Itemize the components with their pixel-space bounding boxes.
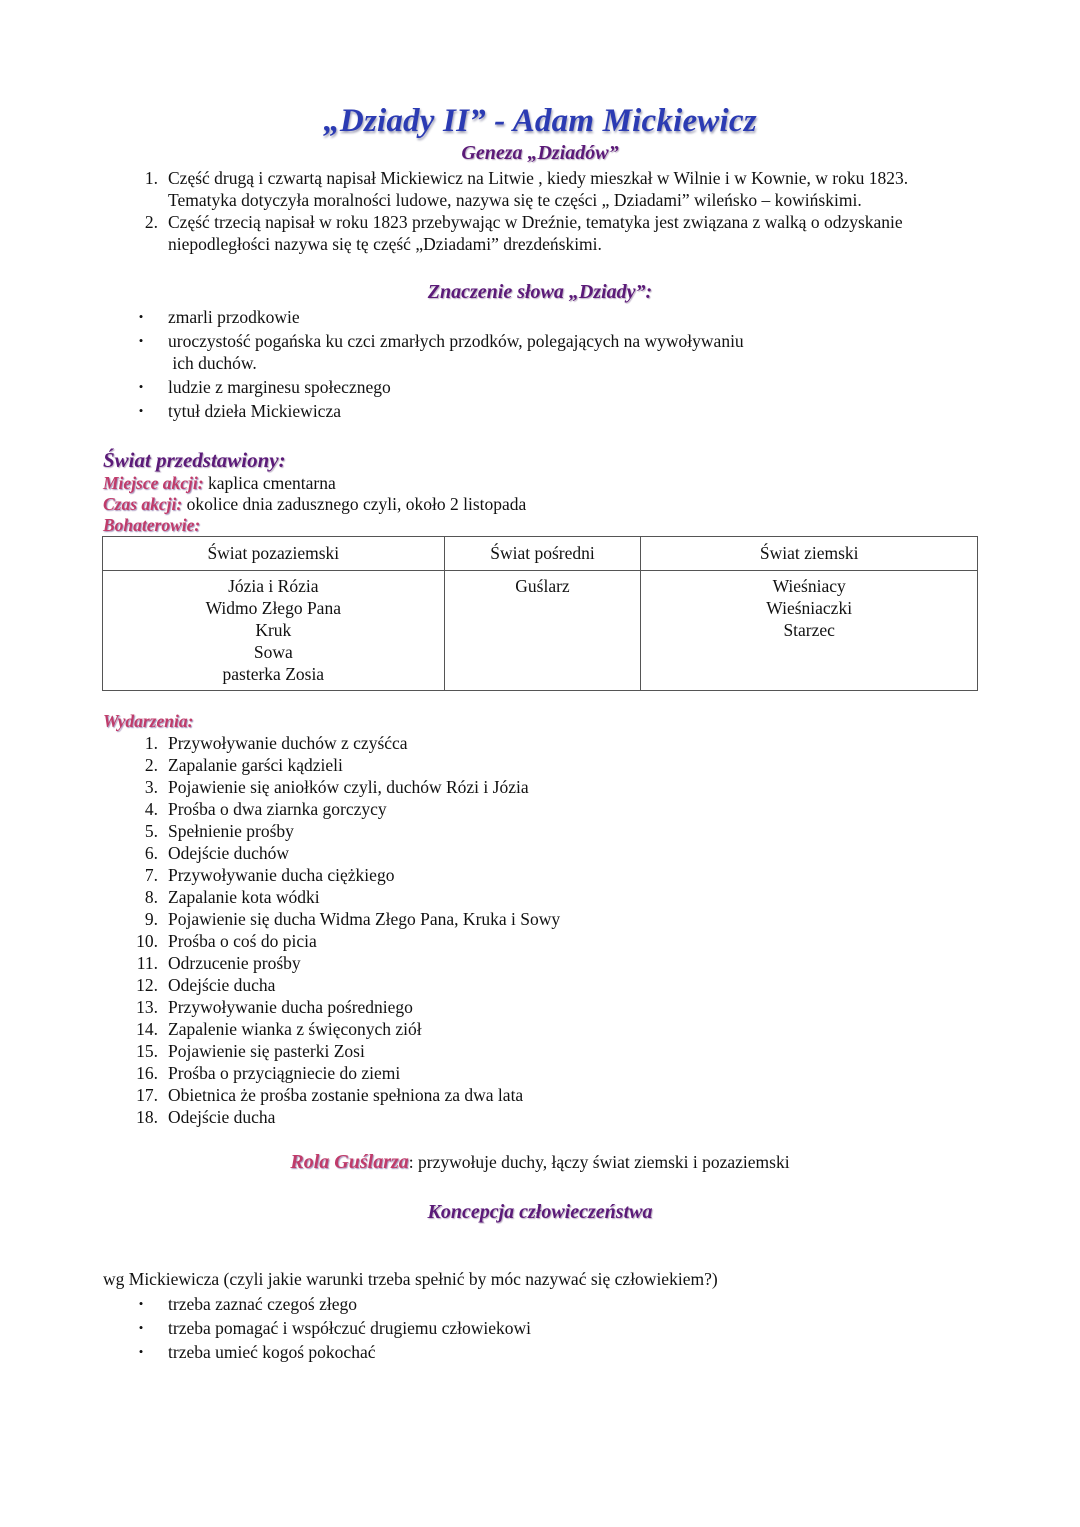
list-text: uroczystość pogańska ku czci zmarłych przodków, polegających na wywoływaniu — [168, 331, 744, 351]
list-item — [130, 886, 930, 908]
list-item — [134, 306, 934, 328]
table-cell — [444, 571, 641, 691]
bullet-icon: • — [138, 379, 144, 394]
document-title: „Dziady II” - Adam Mickiewicz — [323, 103, 757, 139]
list-text: Obietnica że prośba zostanie spełniona za dwa lata — [168, 1085, 524, 1105]
list-item — [134, 1341, 934, 1363]
events-label: Wydarzenia: — [103, 711, 194, 731]
list-number: 16. — [136, 1063, 158, 1083]
list-item — [130, 211, 1030, 255]
list-number: 17. — [136, 1085, 158, 1105]
list-item — [130, 167, 1030, 211]
list-number: 7. — [144, 865, 158, 885]
list-text: ich duchów. — [168, 353, 257, 373]
column-header: Świat ziemski — [641, 537, 978, 571]
list-text: Przywoływanie duchów z czyśćca — [168, 733, 408, 753]
list-number: 12. — [136, 975, 158, 995]
list-text: Tematyka dotyczyła moralności ludowe, nazywa się te części „ Dziadami” wileńsko – kowińskimi. — [168, 190, 862, 210]
list-item — [130, 842, 930, 864]
list-text: Prośba o coś do picia — [168, 931, 317, 951]
list-text: Zapalenie wianka z święconych ziół — [168, 1019, 422, 1039]
genesis-heading: Geneza „Dziadów” — [461, 142, 619, 164]
list-text: Pojawienie się aniołków czyli, duchów Rózi i Józia — [168, 777, 529, 797]
list-text: ludzie z marginesu społecznego — [168, 377, 391, 397]
list-item — [134, 1317, 934, 1339]
list-text: trzeba zaznać czegoś złego — [168, 1294, 357, 1314]
table-header-row — [103, 537, 978, 571]
list-number: 15. — [136, 1041, 158, 1061]
time-label: Czas akcji: — [103, 494, 183, 514]
list-text: trzeba pomagać i współczuć drugiemu człowiekowi — [168, 1318, 531, 1338]
list-item — [130, 754, 930, 776]
list-text: Przywoływanie ducha pośredniego — [168, 997, 413, 1017]
list-item — [134, 330, 934, 374]
bullet-icon: • — [138, 309, 144, 324]
list-text: Odejście ducha — [168, 975, 276, 995]
cell-line: pasterka Zosia — [222, 664, 325, 684]
list-item — [130, 996, 930, 1018]
list-text: tytuł dzieła Mickiewicza — [168, 401, 341, 421]
events-line — [103, 710, 193, 732]
heroes-label: Bohaterowie: — [103, 515, 201, 535]
bullet-icon: • — [138, 1296, 144, 1311]
place-value: kaplica cmentarna — [203, 473, 336, 493]
list-item — [130, 974, 930, 996]
bullet-icon: • — [138, 1344, 144, 1359]
list-item — [134, 400, 934, 422]
list-text: Odejście ducha — [168, 1107, 276, 1127]
list-text: zmarli przodkowie — [168, 307, 300, 327]
list-number: 2. — [144, 212, 158, 232]
list-item — [130, 864, 930, 886]
column-header: Świat pozaziemski — [103, 537, 445, 571]
list-number: 1. — [144, 733, 158, 753]
list-number: 9. — [144, 909, 158, 929]
list-text: Przywoływanie ducha ciężkiego — [168, 865, 395, 885]
place-line — [103, 472, 336, 494]
list-text: niepodległości nazywa się tę część „Dziadami” drezdeńskimi. — [168, 234, 602, 254]
list-item — [130, 1062, 930, 1084]
role-label: Rola Guślarza — [290, 1151, 409, 1173]
list-number: 8. — [144, 887, 158, 907]
table-cell — [641, 571, 978, 691]
table-cell — [103, 571, 445, 691]
bullet-icon: • — [138, 1320, 144, 1335]
list-number: 4. — [144, 799, 158, 819]
list-item — [130, 1106, 930, 1128]
list-number: 18. — [136, 1107, 158, 1127]
list-number: 3. — [144, 777, 158, 797]
meaning-list — [134, 306, 934, 422]
table-row — [103, 571, 978, 691]
list-item — [134, 1293, 934, 1315]
list-text: Odrzucenie prośby — [168, 953, 301, 973]
list-text: Zapalanie kota wódki — [168, 887, 320, 907]
list-item — [130, 908, 930, 930]
list-number: 14. — [136, 1019, 158, 1039]
list-item — [130, 776, 930, 798]
list-number: 6. — [144, 843, 158, 863]
cell-line: Wieśniaczki — [766, 598, 853, 618]
time-line — [103, 493, 526, 515]
list-number: 5. — [144, 821, 158, 841]
list-text: Zapalanie garści kądzieli — [168, 755, 343, 775]
list-text: Prośba o dwa ziarnka gorczycy — [168, 799, 387, 819]
time-value: okolice dnia zadusznego czyli, około 2 listopada — [182, 494, 527, 514]
list-item — [134, 376, 934, 398]
world-heading: Świat przedstawiony: — [103, 448, 286, 472]
role-text: : przywołuje duchy, łączy świat ziemski i pozaziemski — [408, 1152, 790, 1172]
humanity-intro: wg Mickiewicza (czyli jakie warunki trzeba spełnić by móc nazywać się człowiekiem?) — [103, 1269, 718, 1289]
place-label: Miejsce akcji: — [103, 473, 204, 493]
heroes-line — [103, 514, 200, 536]
bullet-icon: • — [138, 403, 144, 418]
cell-line: Guślarz — [515, 576, 570, 596]
column-header: Świat pośredni — [444, 537, 641, 571]
cell-line: Wieśniacy — [772, 576, 846, 596]
list-item — [130, 732, 930, 754]
list-number: 10. — [136, 931, 158, 951]
meaning-heading: Znaczenie słowa „Dziady”: — [427, 281, 653, 303]
list-number: 11. — [136, 953, 158, 973]
list-text: Pojawienie się ducha Widma Złego Pana, Kruka i Sowy — [168, 909, 561, 929]
list-item — [130, 1040, 930, 1062]
list-item — [130, 930, 930, 952]
cell-line: Kruk — [255, 620, 292, 640]
list-item — [130, 1084, 930, 1106]
genesis-list — [130, 167, 1030, 255]
list-text: Pojawienie się pasterki Zosi — [168, 1041, 365, 1061]
cell-line: Widmo Złego Pana — [205, 598, 341, 618]
humanity-heading: Koncepcja człowieczeństwa — [427, 1201, 653, 1223]
list-text: Spełnienie prośby — [168, 821, 294, 841]
list-text: Prośba o przyciągniecie do ziemi — [168, 1063, 401, 1083]
bullet-icon: • — [138, 333, 144, 348]
list-text: Odejście duchów — [168, 843, 290, 863]
list-item — [130, 798, 930, 820]
list-text: Część trzecią napisał w roku 1823 przebywając w Dreźnie, tematyka jest związana z walką o odzyskanie — [168, 212, 903, 232]
list-text: Część drugą i czwartą napisał Mickiewicz na Litwie , kiedy mieszkał w Wilnie i w Kownie, w roku 1823. — [168, 168, 909, 188]
role-line — [0, 1151, 1080, 1174]
cell-line: Sowa — [253, 642, 293, 662]
cell-line: Józia i Rózia — [228, 576, 319, 596]
list-item — [130, 820, 930, 842]
list-number: 2. — [144, 755, 158, 775]
list-number: 13. — [136, 997, 158, 1017]
cell-line: Starzec — [783, 620, 835, 640]
list-item — [130, 952, 930, 974]
events-list — [130, 732, 930, 1128]
humanity-list — [134, 1292, 934, 1363]
heroes-table — [102, 536, 978, 691]
list-text: trzeba umieć kogoś pokochać — [168, 1342, 376, 1362]
list-item — [130, 1018, 930, 1040]
list-number: 1. — [144, 168, 158, 188]
